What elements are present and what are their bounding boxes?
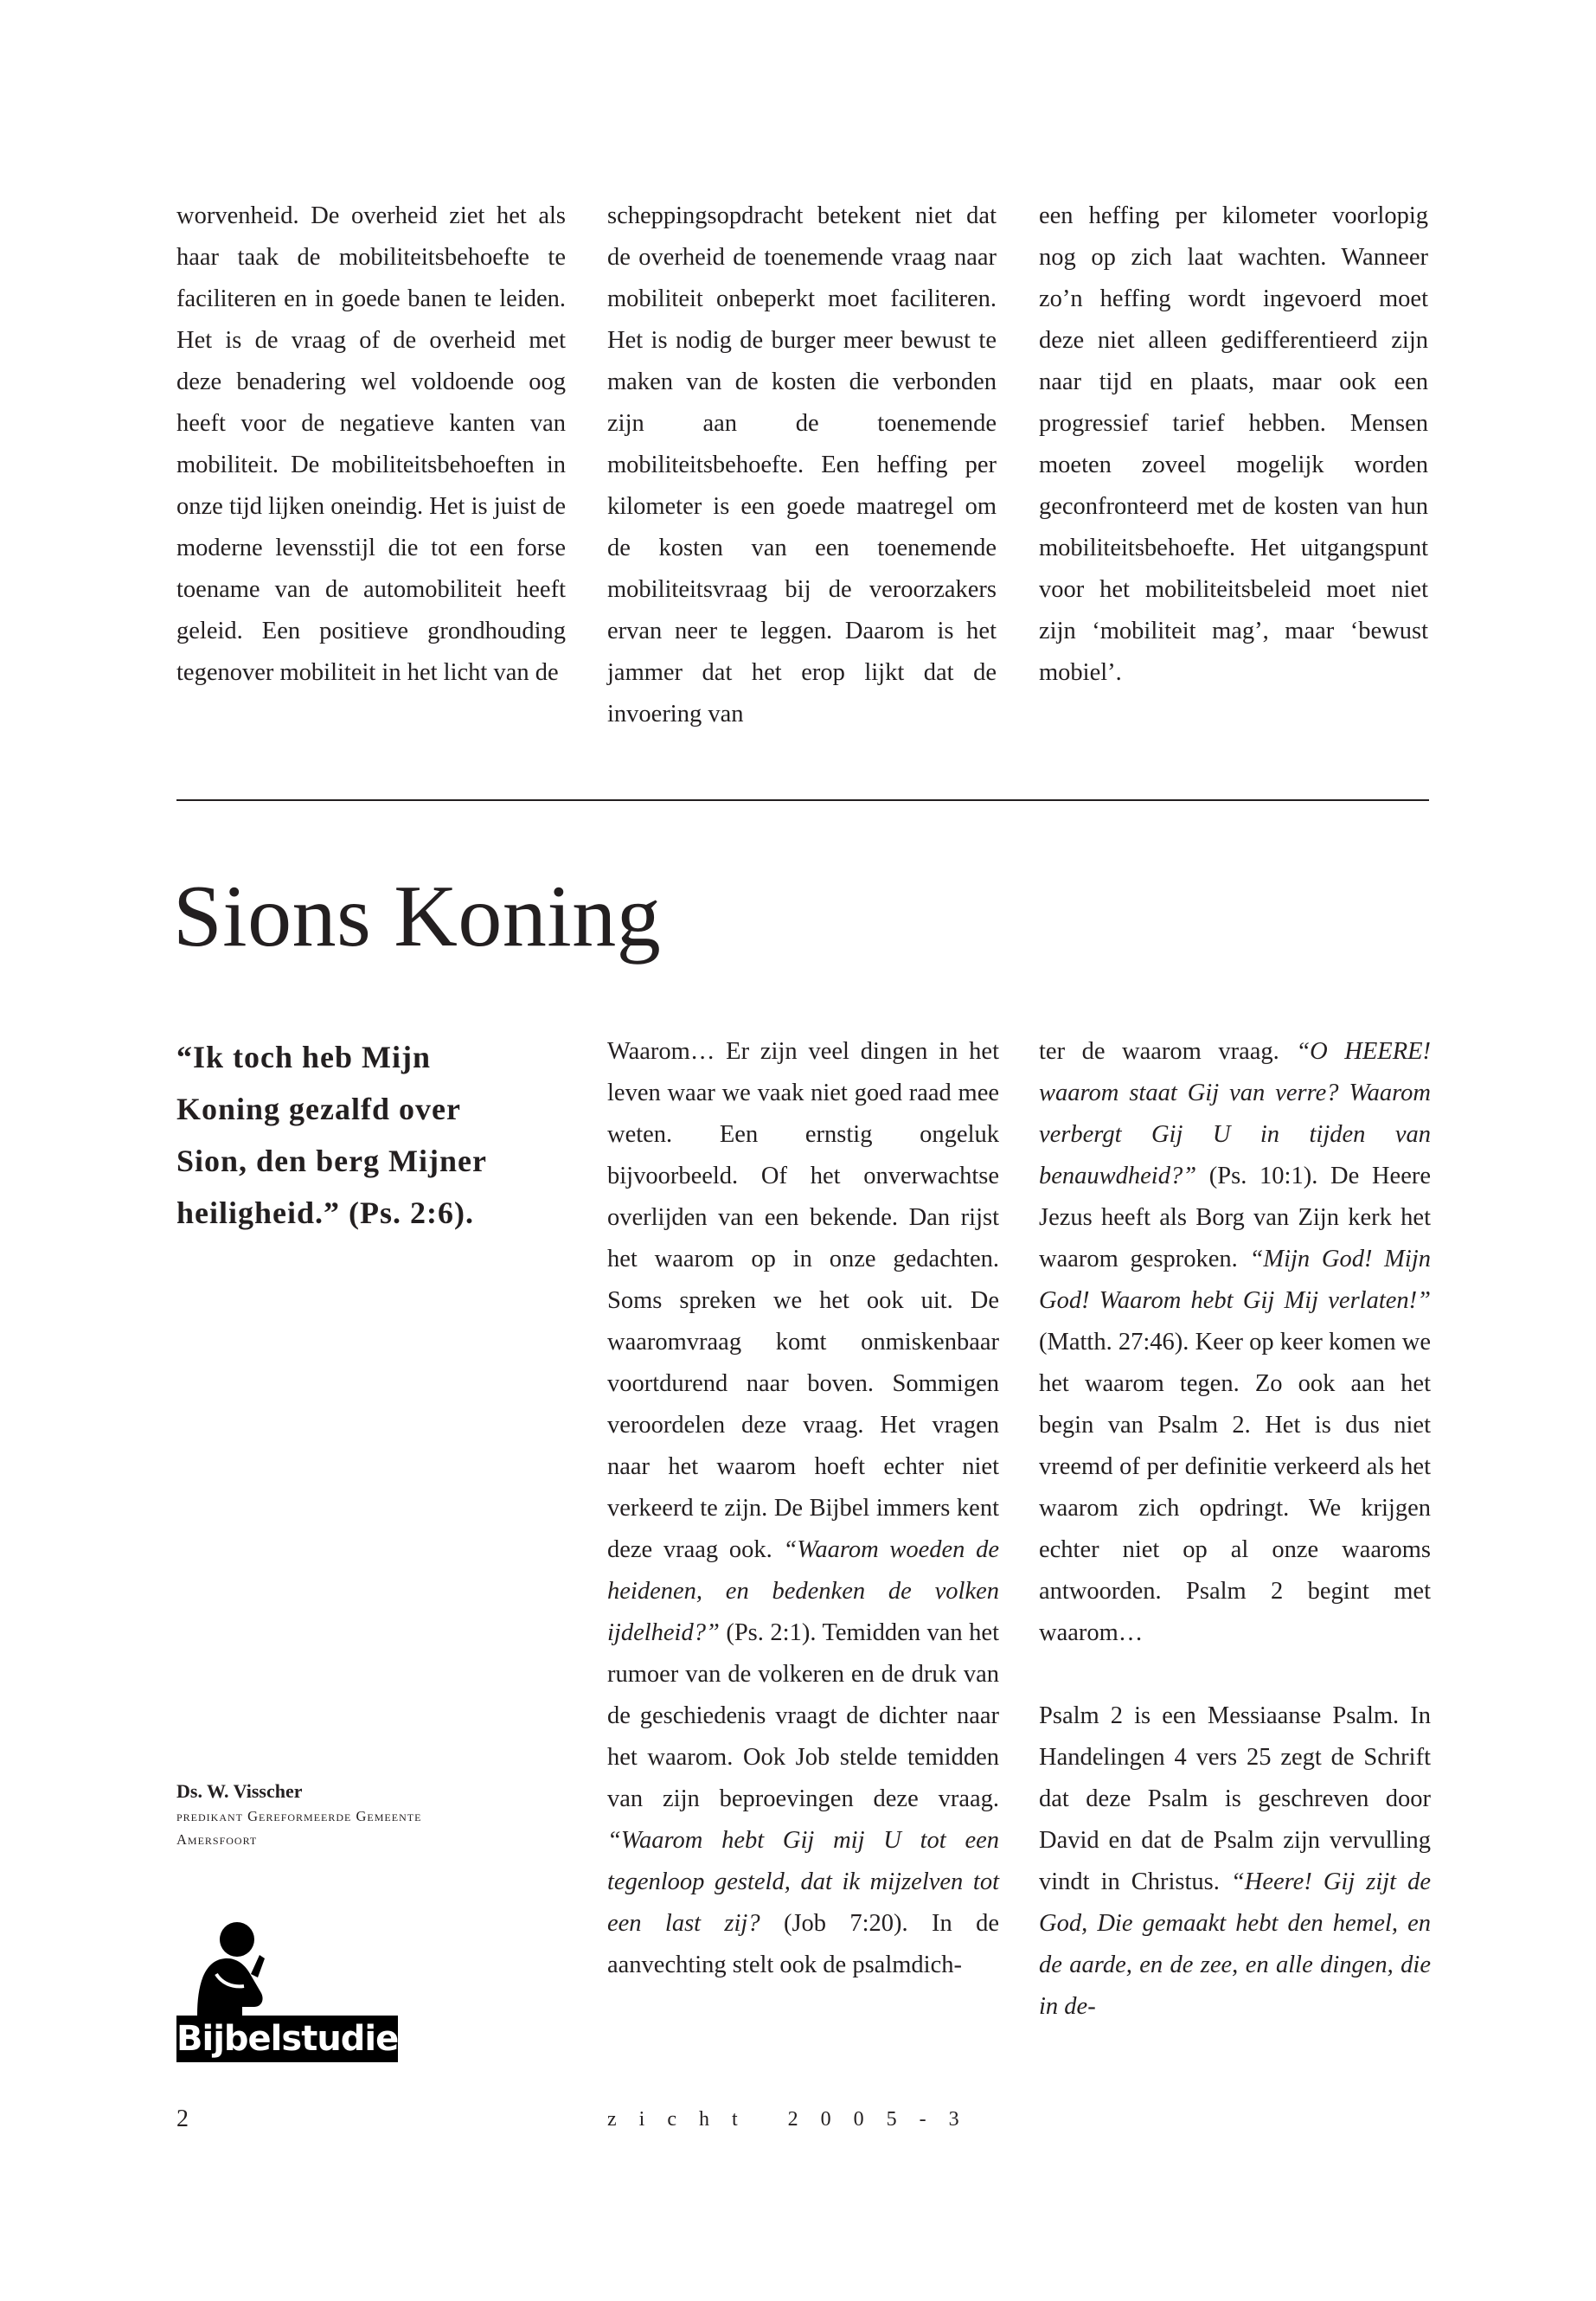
article-column-1-text	[607, 1031, 999, 1986]
scripture-quote: “Waarom hebt Gij mij U tot een tegenloop gesteld, dat ik mijzelven tot een last zij?	[607, 1827, 999, 1937]
body-text: (Ps. 2:1). Temidden van het rumoer van de volkeren en de druk van de geschiedenis vraagt de dichter naar het waarom. Ook Job stelde temidden van zijn beproevingen deze vraag.	[607, 1619, 999, 1812]
top-column-1-text: worvenheid. De overheid ziet het als haar taak de mobiliteitsbehoefte te faciliteren en in goede banen te leiden. Het is de vraag of de overheid met deze benadering wel voldoende oog heeft voor de negatieve kanten van mobiliteit. De mobiliteitsbehoeften in onze tijd lijken oneindig. Het is juist de moderne levensstijl die tot een forse toename van de automobiliteit heeft geleid. Een positieve grondhouding tegenover mobiliteit in het licht van de	[176, 202, 566, 686]
publication-footer: zicht 2005-3	[607, 2108, 982, 2131]
top-column-3-text: een heffing per kilometer voorlopig nog op zich laat wachten. Wanneer zo’n heffing wordt ingevoerd moet deze niet alleen gedifferentieerd zijn naar tijd en plaats, maar ook een progressief tarief hebben. Mensen moeten zoveel mogelijk worden geconfronteerd met de kosten van hun mobiliteitsbehoefte. Het uitgangspunt voor het mobiliteitsbeleid moet niet zijn ‘mobiliteit mag’, maar ‘bewust mobiel’.	[1039, 202, 1428, 686]
top-column-3	[1039, 195, 1428, 694]
page-number: 2	[176, 2106, 189, 2132]
praying-figure-icon	[176, 1920, 398, 2017]
author-block	[176, 1779, 540, 1851]
scripture-quote: “Heere! Gij zijt de God, Die gemaakt hebt den hemel, en de aarde, en de zee, en alle dingen, die in de-	[1039, 1868, 1431, 2020]
top-column-2-text: scheppingsopdracht betekent niet dat de overheid de toenemende vraag naar mobiliteit onbeperkt moet faciliteren. Het is nodig de burger meer bewust te maken van de kosten die verbonden zijn aan de toenemende mobiliteitsbehoefte. Een heffing per kilometer is een goede maatregel om de kosten van een toenemende mobiliteitsvraag bij de veroorzakers ervan neer te leggen. Daarom is het jammer dat het erop lijkt dat de invoering van	[607, 202, 997, 727]
article-column-2-paragraph-2	[1039, 1695, 1431, 2028]
body-text: Waarom… Er zijn veel dingen in het leven waar we vaak niet goed raad mee weten. Een ernstig ongeluk bijvoorbeeld. Of het onverwachtse overlijden van een bekende. Dan rijst het waarom op in onze gedachten. Soms spreken we het ook uit. De waaromvraag komt onmiskenbaar voortdurend naar boven. Sommigen veroordelen deze vraag. Het vragen naar het waarom hoeft echter niet verkeerd te zijn. De Bijbel immers kent deze vraag ook.	[607, 1038, 999, 1563]
body-text: Psalm 2 is een Messiaanse Psalm. In Handelingen 4 vers 25 zegt de Schrift dat deze Psalm is geschreven door David en dat de Psalm zijn vervulling vindt in Christus.	[1039, 1702, 1431, 1895]
top-column-1	[176, 195, 566, 694]
section-divider	[176, 799, 1429, 801]
article-column-2	[1039, 1031, 1431, 2028]
scripture-quote: “Waarom woeden de heidenen, en bedenken de volken ijdelheid?”	[607, 1536, 999, 1646]
article-column-1	[607, 1031, 999, 1986]
scripture-quote: “O HEERE! waarom staat Gij van verre? Waarom verbergt Gij U in tijden van benauwdheid?”	[1039, 1038, 1432, 1189]
body-text: (Matth. 27:46). Keer op keer komen we het waarom tegen. Zo ook aan het begin van Psalm 2. Het is dus niet vreemd of per definitie verkeerd als het waarom zich opdringt. We krijgen echter niet op al onze waaroms antwoorden. Psalm 2 begint met waarom…	[1039, 1329, 1431, 1646]
bijbelstudie-logo	[176, 1920, 398, 2062]
article-column-2-text	[1039, 1031, 1431, 1654]
body-text: ter de waarom vraag.	[1039, 1038, 1297, 1065]
body-text: (Ps. 10:1). De Heere Jezus heeft als Borg van Zijn kerk het waarom gesproken.	[1039, 1163, 1431, 1272]
article-title: Sions Koning	[173, 868, 662, 965]
top-column-2	[607, 195, 997, 735]
logo-label: Bijbelstudie	[176, 2016, 398, 2062]
scripture-quote: “Mijn God! Mijn God! Waarom hebt Gij Mij verlaten!”	[1039, 1246, 1431, 1314]
pull-quote: “Ik toch heb Mijn Koning gezalfd over Sion, den berg Mijner heiligheid.” (Ps. 2:6).	[176, 1040, 487, 1230]
body-text: (Job 7:20). In de aanvechting stelt ook de psalmdich-	[607, 1910, 1000, 1978]
author-name: Ds. W. Visscher	[176, 1780, 303, 1802]
author-location: Amersfoort	[176, 1831, 258, 1848]
author-affiliation: predikant Gereformeerde Gemeente	[176, 1808, 422, 1824]
